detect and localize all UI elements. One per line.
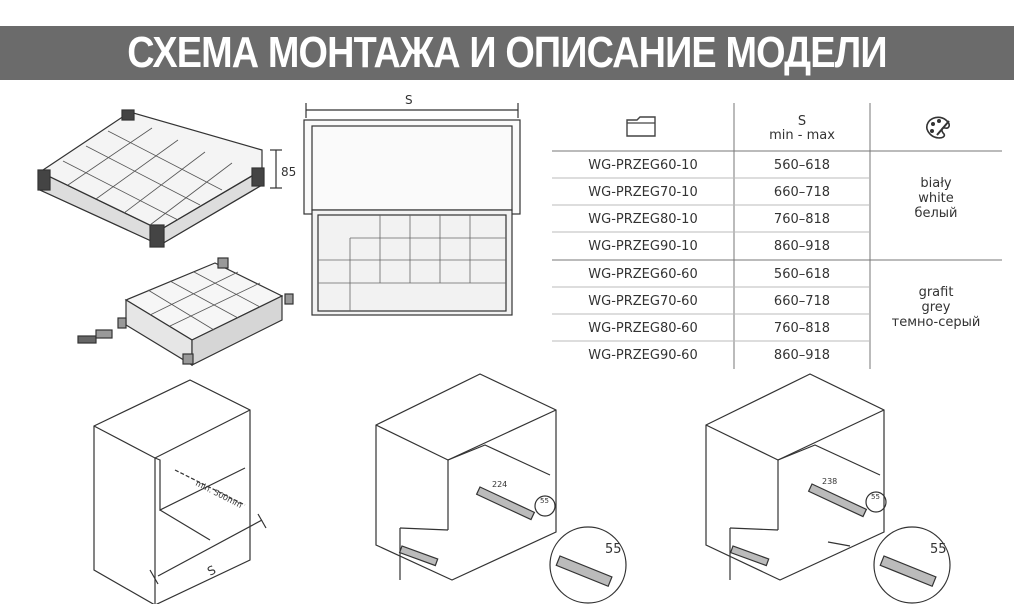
range-cell: 560–618 [773,267,831,282]
s-label: S [797,114,807,129]
s-range-label: min - max [769,128,835,143]
color-group-grey [870,285,1002,330]
range-cell: 660–718 [773,294,831,309]
slide-mount-drawing-b [706,374,950,603]
range-cell: 860–918 [773,348,831,363]
color-line: белый [914,206,958,221]
range-cell: 660–718 [773,185,831,200]
color-line: grafit [918,285,954,300]
page-title: СХЕМА МОНТАЖА И ОПИСАНИЕ МОДЕЛИ [127,28,887,77]
offset-b-label: 238 [822,477,838,486]
model-cell: WG-PRZEG80-60 [588,321,698,336]
cabinet-measure-drawing [94,380,266,604]
color-line: biały [920,176,952,191]
model-cell: WG-PRZEG80-10 [588,212,698,227]
detail-b-label: 55 [930,542,947,557]
height-label: 85 [281,165,297,179]
range-cell: 760–818 [773,321,831,336]
offset-a-label: 224 [492,480,508,489]
model-cell: WG-PRZEG90-10 [588,239,698,254]
color-line: темно-серый [891,315,981,330]
model-cell: WG-PRZEG60-10 [588,158,698,173]
small-a-label: 55 [540,497,549,505]
color-line: white [918,191,954,206]
detail-a-label: 55 [605,542,622,557]
color-group-white [870,176,1002,221]
range-cell: 860–918 [773,239,831,254]
s-header [734,115,870,143]
model-cell: WG-PRZEG70-60 [588,294,698,309]
range-cell: 760–818 [773,212,831,227]
min-depth-label: min. 500mm [194,478,244,510]
cabinet-width-label: S [205,562,219,579]
organizer-tray-drawing [38,110,282,247]
model-cell: WG-PRZEG60-60 [588,267,698,282]
exploded-tray-drawing [78,258,293,365]
range-cell: 560–618 [773,158,831,173]
model-cell: WG-PRZEG70-10 [588,185,698,200]
small-b-label: 55 [871,493,880,501]
width-label: S [405,93,413,107]
front-elevation-drawing [304,103,520,315]
model-table [552,103,1002,369]
model-cell: WG-PRZEG90-60 [588,348,698,363]
color-line: grey [921,300,951,315]
